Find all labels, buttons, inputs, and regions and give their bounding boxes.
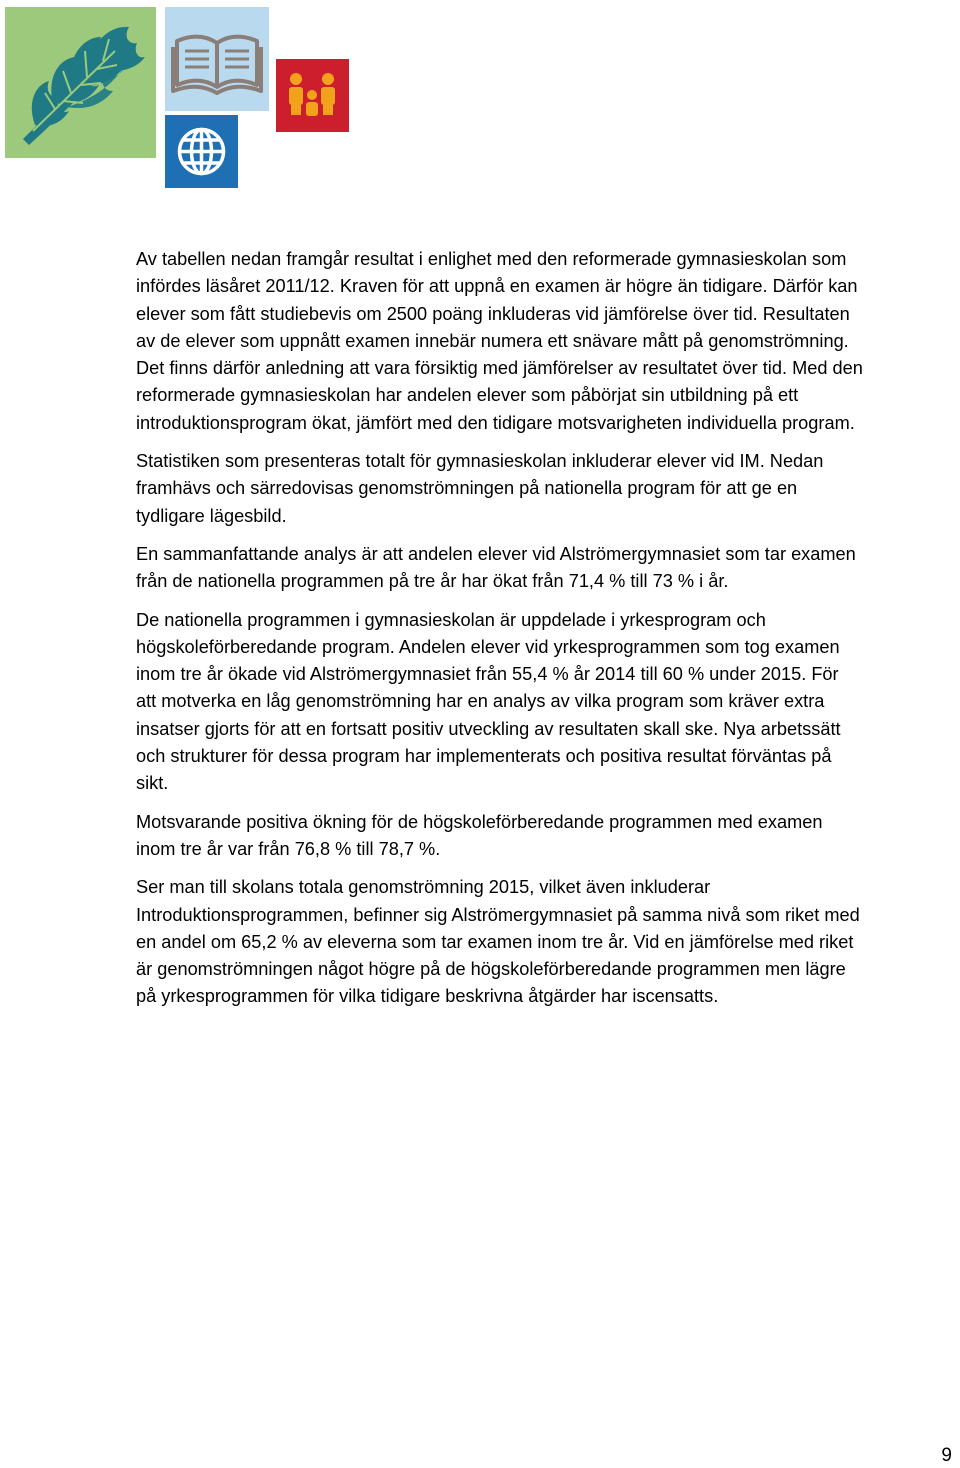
text-line: tydligare lägesbild. [136,505,287,526]
oak-leaf-icon [5,7,156,158]
globe-icon [165,115,238,188]
text-line: är genomströmningen något högre på de högskoleförberedande programmen men lägre [136,959,846,980]
text-line: inom tre år ökade vid Alströmergymnasiet från 55,4 % år 2014 till 60 % under 2015. För [136,664,839,685]
text-line: elever som fått studiebevis om 2500 poäng inkluderas vid jämförelse över tid. Resultaten [136,303,850,324]
text-line: Statistiken som presenteras totalt för gymnasieskolan inkluderar elever vid IM. Nedan [136,451,824,472]
paragraph-5 [136,809,956,864]
text-line: av de elever som uppnått examen innebär numera ett snävare mått på genomströmning. [136,330,849,351]
text-line: och strukturer för dessa program har implementerats och positiva resultat förväntas på [136,746,832,767]
paragraph-1 [136,246,956,437]
text-line: sikt. [136,773,169,794]
paragraph-4 [136,607,956,798]
text-line: Ser man till skolans totala genomströmning 2015, vilket även inkluderar [136,877,711,898]
text-line: att motverka en låg genomströmning har en analys av vilka program som kräver extra [136,691,825,712]
text-line: Introduktionsprogrammen, befinner sig Alströmergymnasiet på samma nivå som riket med [136,904,860,925]
text-line: en andel om 65,2 % av eleverna som tar examen inom tre år. Vid en jämförelse med riket [136,931,854,952]
text-line: De nationella programmen i gymnasieskolan är uppdelade i yrkesprogram och [136,609,766,630]
text-line: insatser gjorts för att en fortsatt positiv utveckling av resultaten skall ske. Nya arbetssätt [136,718,841,739]
text-line: högskoleförberedande program. Andelen elever vid yrkesprogrammen som tog examen [136,636,840,657]
text-line: framhävs och särredovisas genomströmningen på nationella program för att ge en [136,478,798,499]
document-body [136,246,956,1022]
open-book-icon [165,7,269,111]
family-icon [276,59,349,132]
text-line: En sammanfattande analys är att andelen elever vid Alströmergymnasiet som tar examen [136,543,856,564]
text-line: inom tre år var från 76,8 % till 78,7 %. [136,838,441,859]
text-line: Motsvarande positiva ökning för de högskoleförberedande programmen med examen [136,811,823,832]
text-line: från de nationella programmen på tre år har ökat från 71,4 % till 73 % i år. [136,571,729,592]
text-line: introduktionsprogram ökat, jämfört med den tidigare motsvarigheten individuella program. [136,412,855,433]
paragraph-3 [136,541,956,596]
school-logo [0,0,360,200]
text-line: reformerade gymnasieskolan har andelen elever som påbörjat sin utbildning på ett [136,385,799,406]
text-line: Det finns därför anledning att vara försiktig med jämförelser av resultatet över tid. Med den [136,358,863,379]
text-line: på yrkesprogrammen för vilka tidigare beskrivna åtgärder har iscensatts. [136,986,719,1007]
text-line: Av tabellen nedan framgår resultat i enlighet med den reformerade gymnasieskolan som [136,249,847,269]
paragraph-6 [136,874,956,1010]
text-line: infördes läsåret 2011/12. Kraven för att uppnå en examen är högre än tidigare. Därför kan [136,276,858,297]
page-number: 9 [941,1445,952,1466]
paragraph-2 [136,448,956,530]
